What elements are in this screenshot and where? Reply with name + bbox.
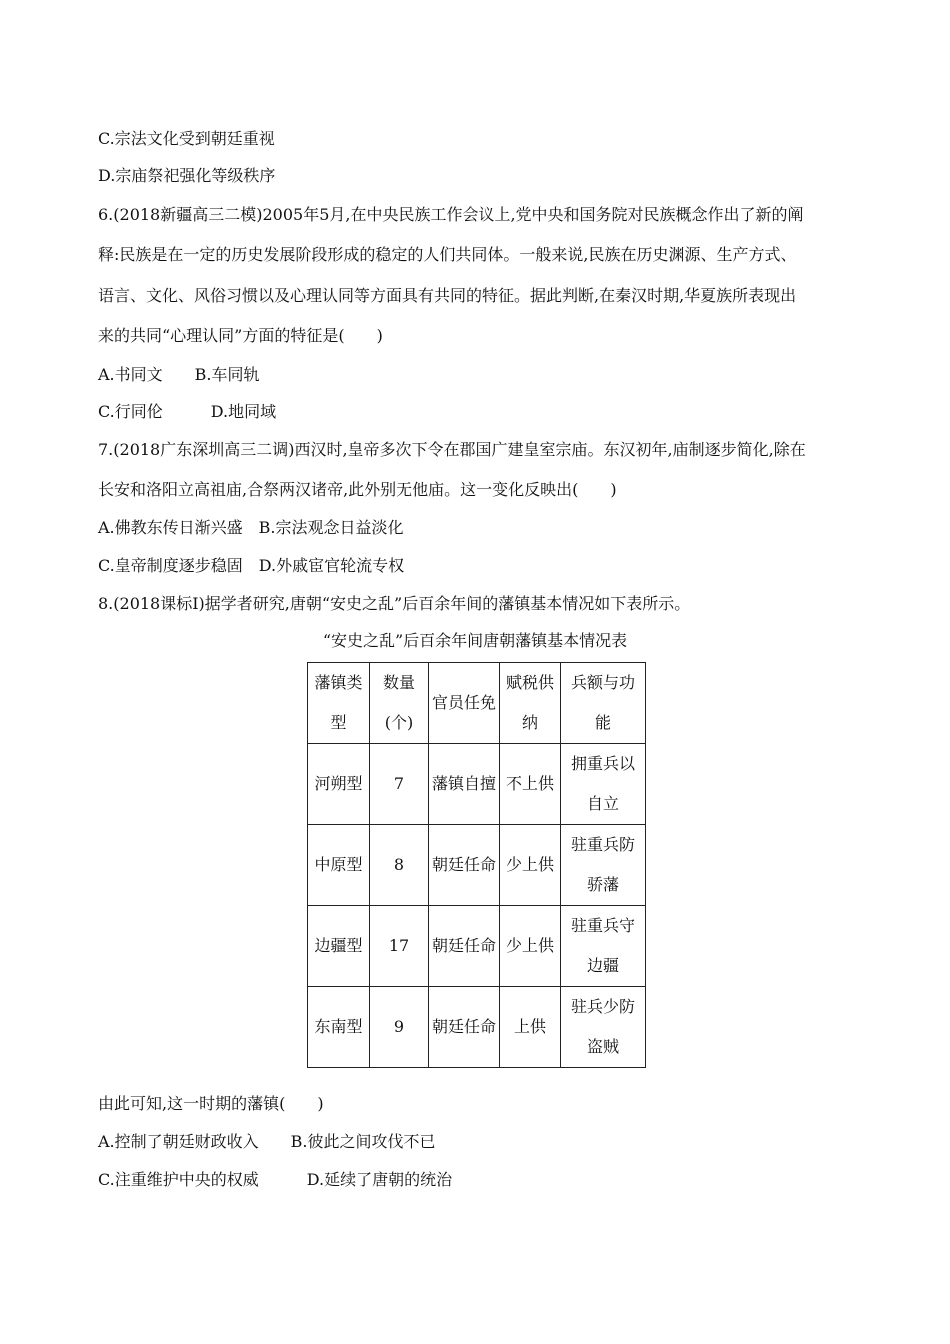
q6-stem-line-3: 语言、文化、风俗习惯以及心理认同等方面具有共同的特征。据此判断,在秦汉时期,华夏族所表现出 — [98, 286, 797, 305]
table-header-row — [308, 663, 646, 744]
q6-stem-line-1: 6.(2018新疆高三二模)2005年5月,在中央民族工作会议上,党中央和国务院对民族概念作出了新的阐 — [98, 205, 804, 224]
header-appointment: 官员任免 — [429, 663, 500, 744]
cell-troops: 驻重兵防骄藩 — [561, 825, 646, 906]
cell-type: 中原型 — [308, 825, 370, 906]
q6-stem-line-2: 释:民族是在一定的历史发展阶段形成的稳定的人们共同体。一般来说,民族在历史渊源、生产方式、 — [98, 245, 797, 264]
cell-tax: 少上供 — [500, 906, 561, 987]
cell-appointment: 朝廷任命 — [429, 906, 500, 987]
header-type: 藩镇类型 — [308, 663, 370, 744]
q6-options-ab: A.书同文 B.车同轨 — [98, 365, 260, 384]
cell-appointment: 朝廷任命 — [429, 825, 500, 906]
q6-stem-line-4: 来的共同“心理认同”方面的特征是( ) — [98, 326, 383, 345]
table-row — [308, 987, 646, 1068]
q6-options-cd: C.行同伦 D.地同域 — [98, 402, 277, 421]
cell-count: 17 — [370, 906, 429, 987]
header-count: 数量(个) — [370, 663, 429, 744]
q7-options-ab: A.佛教东传日渐兴盛 B.宗法观念日益淡化 — [98, 518, 404, 537]
cell-troops: 拥重兵以自立 — [561, 744, 646, 825]
cell-count: 7 — [370, 744, 429, 825]
q7-stem-line-1: 7.(2018广东深圳高三二调)西汉时,皇帝多次下令在郡国广建皇室宗庙。东汉初年,庙制逐步简化,除在 — [98, 440, 806, 459]
q8-question: 由此可知,这一时期的藩镇( ) — [98, 1094, 324, 1113]
cell-troops: 驻兵少防盗贼 — [561, 987, 646, 1068]
table-caption: “安史之乱”后百余年间唐朝藩镇基本情况表 — [322, 631, 628, 650]
q5-option-c: C.宗法文化受到朝廷重视 — [98, 129, 275, 148]
cell-count: 8 — [370, 825, 429, 906]
cell-tax: 少上供 — [500, 825, 561, 906]
cell-appointment: 藩镇自擅 — [429, 744, 500, 825]
q5-option-d: D.宗庙祭祀强化等级秩序 — [98, 166, 276, 185]
table-row — [308, 906, 646, 987]
q8-options-ab: A.控制了朝廷财政收入 B.彼此之间攻伐不已 — [98, 1132, 436, 1151]
fanzhen-table — [307, 662, 646, 1068]
table-row — [308, 744, 646, 825]
header-tax: 赋税供纳 — [500, 663, 561, 744]
q7-options-cd: C.皇帝制度逐步稳固 D.外戚宦官轮流专权 — [98, 556, 405, 575]
q7-stem-line-2: 长安和洛阳立高祖庙,合祭两汉诸帝,此外别无他庙。这一变化反映出( ) — [98, 480, 617, 499]
table-row — [308, 825, 646, 906]
cell-type: 东南型 — [308, 987, 370, 1068]
header-troops: 兵额与功能 — [561, 663, 646, 744]
cell-tax: 不上供 — [500, 744, 561, 825]
cell-type: 河朔型 — [308, 744, 370, 825]
q8-options-cd: C.注重维护中央的权威 D.延续了唐朝的统治 — [98, 1170, 453, 1189]
cell-type: 边疆型 — [308, 906, 370, 987]
cell-tax: 上供 — [500, 987, 561, 1068]
cell-count: 9 — [370, 987, 429, 1068]
cell-troops: 驻重兵守边疆 — [561, 906, 646, 987]
cell-appointment: 朝廷任命 — [429, 987, 500, 1068]
q8-stem: 8.(2018课标Ⅰ)据学者研究,唐朝“安史之乱”后百余年间的藩镇基本情况如下表所示。 — [98, 594, 691, 613]
